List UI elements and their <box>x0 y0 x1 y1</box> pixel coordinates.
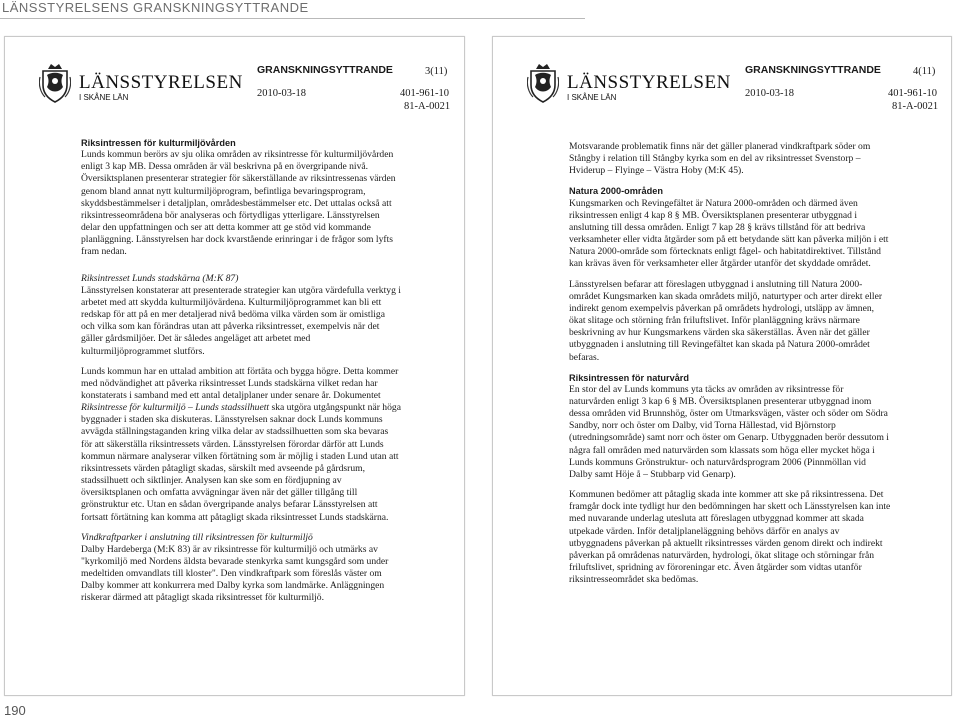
text-block <box>569 141 891 177</box>
section-subheading: Vindkraftparker i anslutning till riksintressen för kulturmiljö <box>81 531 313 543</box>
document-date: 2010-03-18 <box>745 88 794 99</box>
text-block <box>569 372 891 481</box>
header-rule <box>0 18 585 19</box>
agency-subtitle: I SKÅNE LÄN <box>79 93 129 102</box>
reference-number: 401-961-10 <box>400 88 449 99</box>
section-subheading: Riksintresset Lunds stadskärna (M:K 87) <box>81 272 239 284</box>
section-heading: Riksintressen för naturvård <box>569 372 689 383</box>
paragraph: Motsvarande problematik finns när det gäller planerad vindkraftpark söder om Stångby i relation till Stångby kyrka som en del av riksintresset Svenstorp – Hviderup – Flyinge – Västra Hoby (M:K 45). <box>569 141 871 177</box>
text-block <box>569 279 891 364</box>
text-block <box>81 366 401 524</box>
paragraph: Länsstyrelsen konstaterar att presenterade strategier kan utgöra värdefulla verktyg i arbetet med att skydda kulturmiljövärdena. Kulturmiljöprogrammet kan bli ett redskap för att på en mer detaljerad nivå bedöma vilka värden som är omistliga och vilka som kan förändras utan att påverka riksintresset, exempelvis när det gäller gårdsmiljöer. Det är således angeläget att arbetet med kulturmiljöprogrammet slutförs. <box>81 284 401 357</box>
crest-icon <box>527 63 559 103</box>
document-date: 2010-03-18 <box>257 88 306 99</box>
reference-number: 401-961-10 <box>888 88 937 99</box>
text-block <box>81 137 401 259</box>
paragraph: Lunds kommun har en uttalad ambition att förtäta och bygga högre. Detta kommer med nödvändighet att påverka riksintresset Lunds stadskärna vilket redan har konstaterats i samband med ett antal detaljplaner under senare år. Dokumentet <box>81 365 399 401</box>
paragraph: Kommunen bedömer att påtaglig skada inte kommer att ske på riksintressena. Det framgår dock inte tydligt hur den bedömningen har skett och Länsstyrelsen kan inte med nuvarande underlag utesluta att föreslagen utbyggnad kommer att skada utpekade värden. Inför detaljplaneläggning behövs därför en analys av utbyggnadens påverkan på aktuellt riksintresses värden genom direkt och indirekt påverkan på områdenas naturvärden, hydrologi, ökat slitage och störningar från friluftslivet, spridning av föroreningar etc. Även åtgärder som vidtas utanför riksintresseområdet ska bedömas. <box>569 489 891 586</box>
paragraph: Dalby Hardeberga (M:K 83) är av riksintresse för kulturmiljö och utmärks av "kyrkomiljö med Nordens äldsta bevarade stenkyrka samt kungsgård som under medeltiden omvandlats till kloster". Den vindkraftpark som föreslås väster om Dalby kommer att konkurrera med Dalby kyrka som landmärke. Anläggningen riskerar därmed att påtagligt skada riksintresset för kulturmiljö. <box>81 543 389 604</box>
document-page-left <box>4 36 465 696</box>
agency-name: LÄNSSTYRELSEN <box>79 72 243 93</box>
section-heading: Riksintressen för kulturmiljövården <box>81 138 236 148</box>
document-type: GRANSKNINGSYTTRANDE <box>745 64 881 76</box>
agency-subtitle: I SKÅNE LÄN <box>567 93 617 102</box>
page-count: 3(11) <box>425 66 448 77</box>
agency-logo <box>527 63 731 105</box>
paragraph: Lunds kommun berörs av sju olika områden av riksintresse för kulturmiljövården enligt 3 kap MB. Dessa områden är väl beskrivna på en övergripande nivå. Översiktsplanen presenterar strategier för säkerställande av riksintressenas värden genom bland annat nytt kulturmiljöprogram, befintliga bevaringsprogram, skyddsbestämmelser i detaljplan, områdesbestämmelser etc. Det uttalas också att riksintresseområdena bör analyseras och förtydligas ytterligare. Länsstyrelsen delar den uppfattningen och ser att detta kommer att ge stöd vid kommande planläggning. Länsstyrelsen har dock kvarstående erinringar i de frågor som lyfts fram nedan. <box>81 149 396 258</box>
text-block <box>569 185 891 270</box>
document-type: GRANSKNINGSYTTRANDE <box>257 64 393 76</box>
running-head: LÄNSSTYRELSENS GRANSKNINGSYTTRANDE <box>2 0 309 15</box>
paragraph: Kungsmarken och Revingefältet är Natura 2000-områden och därmed även riksintressen enligt 4 kap 8 § MB. Översiktsplanen presenterar utbyggnad i anslutning till dessa områden. Enligt 7 kap 28 § krävs tillstånd för att bedriva verksamheter eller vidta åtgärder som på ett betydande sätt kan påverka miljön i ett Natura 2000-område som förtecknats enligt fågel- och habitatdirektivet. Tillstånd kan krävas även för verksamheter eller åtgärder utanför det skyddade området. <box>569 197 889 270</box>
agency-name: LÄNSSTYRELSEN <box>567 72 731 93</box>
crest-icon <box>39 63 71 103</box>
agency-logo <box>39 63 243 105</box>
text-block <box>569 489 891 586</box>
italic-reference: Riksintresse för kulturmiljö – Lunds stadssilhuett <box>81 402 270 414</box>
document-page-right <box>492 36 952 696</box>
paragraph: ska utgöra utgångspunkt när höga byggnader i staden ska diskuteras. Länsstyrelsen saknar dock Lunds kommuns avvägda ställningstaganden kring vilka delar av stadssilhuetten som ska bevaras för att säkerställa riksintressets värden. Länsstyrelsen förordar därför att Lunds kommun närmare analyserar vilken förtätning som är möjlig i staden Lund utan att riksintressets värden påtagligt skadas, särskilt med avseende på gårdsrum, stadssilhuett och siktlinjer. Analysen kan ske som en fördjupning av översiktsplanen och omfatta avvägningar även när det gäller tillgång till grönstruktur etc. Utan en sådan övergripande analys befarar Länsstyrelsen att fortsatt förtätning kan komma att påtagligt skada riksintresset Lunds stadskärna. <box>81 402 401 523</box>
paragraph: En stor del av Lunds kommuns yta täcks av områden av riksintresse för naturvården enligt 3 kap 6 § MB. Översiktsplanen presenterar utbyggnad inom dessa områden vid Brunnshög, öster om Utmarksvägen, väster och söder om Södra Sandby, norr och öster om Dalby, vid Torna Hällestad, vid Björnstorp (utredningsområde) samt norr och öster om Genarp. Utbyggnaden berör dessutom i några fall områden med naturvärden som klassats som höga eller mycket höga i Lunds kommuns Grönstruktur- och naturvårdsprogram 2006 (Pinnmöllan vid Dalby samt Höje å – Stubbarp vid Genarp). <box>569 383 889 480</box>
text-block <box>81 273 401 358</box>
section-heading: Natura 2000-områden <box>569 186 663 197</box>
page-number: 190 <box>4 703 26 718</box>
reference-code: 81-A-0021 <box>892 101 939 112</box>
page-content <box>81 137 401 613</box>
text-block <box>81 532 401 605</box>
reference-code: 81-A-0021 <box>404 101 451 112</box>
page-content <box>569 141 891 594</box>
page-count: 4(11) <box>913 66 936 77</box>
paragraph: Länsstyrelsen befarar att föreslagen utbyggnad i anslutning till Natura 2000-området Kungsmarken kan skada områdets miljö, naturtyper och arter direkt eller indirekt genom exempelvis påverkan på områdets hydrologi, utsläpp av ämnen, ökat slitage och störning från friluftslivet. Inför planläggning krävs närmare beskrivning av hur Kungsmarkens värden ska säkerställas. Även när det gäller utbyggnaden i anslutning till Revingefältet kan skada på Natura 2000-området befaras. <box>569 278 883 363</box>
